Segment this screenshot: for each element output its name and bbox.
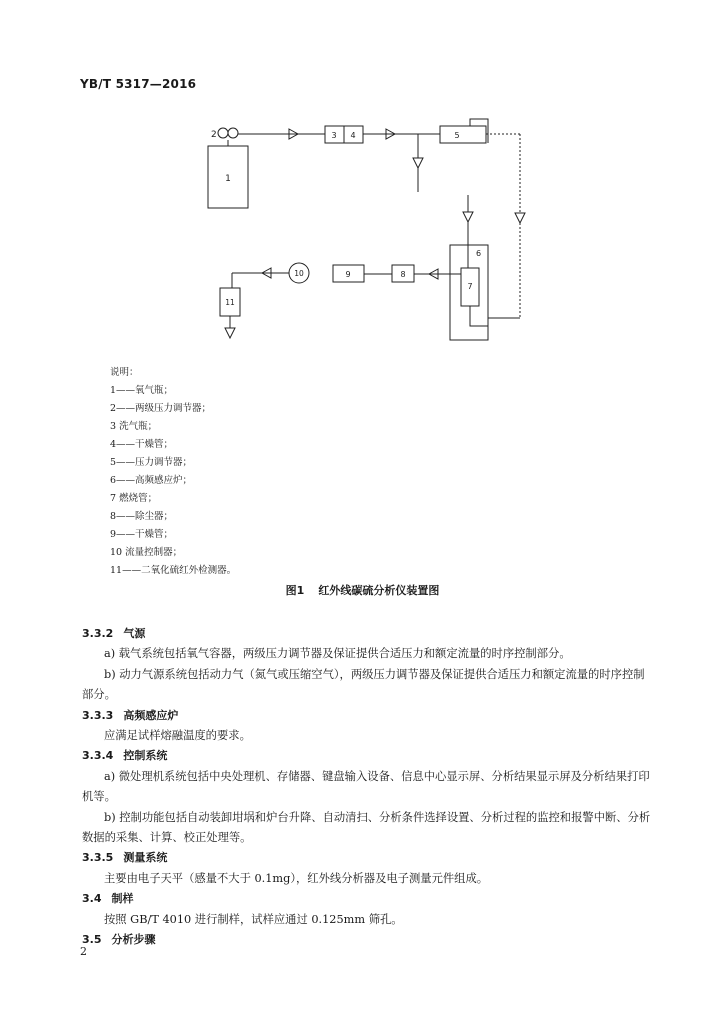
section-number: 3.5 xyxy=(82,933,102,947)
caption-title: 红外线碳硫分析仪装置图 xyxy=(318,584,440,597)
label-5: 5 xyxy=(454,131,460,140)
legend-item: 5——压力调节器； xyxy=(110,457,193,468)
section-heading-3-5 xyxy=(82,930,654,950)
legend-item: 7 燃烧管； xyxy=(110,493,158,504)
section-number: 3.4 xyxy=(82,892,102,906)
paragraph: 应满足试样熔融温度的要求。 xyxy=(104,729,251,743)
legend-item: 8——除尘器； xyxy=(110,511,174,522)
legend-item: 6——高频感应炉； xyxy=(110,475,193,486)
section-title: 气源 xyxy=(123,627,146,640)
section-title: 制样 xyxy=(111,892,134,906)
body-text xyxy=(82,624,654,951)
section-heading-3-3-2 xyxy=(82,624,654,644)
section-number: 3.3.3 xyxy=(82,708,114,722)
regulator-2-right xyxy=(228,128,238,138)
section-title: 高频感应炉 xyxy=(123,708,179,722)
legend-item: 1——氧气瓶； xyxy=(110,385,174,396)
section-title: 控制系统 xyxy=(123,749,168,763)
legend-item: 2——两级压力调节器； xyxy=(110,403,212,414)
legend-title: 说明： xyxy=(110,367,139,378)
standard-code: YB/T 5317—2016 xyxy=(80,77,197,91)
figure-caption xyxy=(0,582,725,598)
legend-item: 9——干燥管； xyxy=(110,529,174,540)
regulator-2-left xyxy=(218,128,228,138)
section-title: 分析步骤 xyxy=(111,933,156,947)
label-9: 9 xyxy=(345,270,351,279)
legend-item: 11——二氧化硫红外检测器。 xyxy=(110,565,237,576)
label-6: 6 xyxy=(476,249,482,258)
caption-number: 图1 xyxy=(285,584,305,597)
legend-item: 4——干燥管； xyxy=(110,439,174,450)
section-heading-3-3-3 xyxy=(82,706,654,726)
paragraph: a) 微处理机系统包括中央处理机、存储器、键盘输入设备、信息中心显示屏、分析结果显示屏及分析结果打印机等。 xyxy=(82,769,650,804)
paragraph: 按照 GB/T 4010 进行制样，试样应通过 0.125mm 筛孔。 xyxy=(104,912,403,926)
section-number: 3.3.4 xyxy=(82,749,114,763)
section-heading-3-4 xyxy=(82,889,654,909)
label-11: 11 xyxy=(225,298,235,307)
paragraph: b) 动力气源系统包括动力气（氮气或压缩空气），两级压力调节器及保证提供合适压力和额定流量的时序控制部分。 xyxy=(82,667,645,702)
pressure-regulator-5 xyxy=(440,126,486,143)
section-heading-3-3-5 xyxy=(82,848,654,868)
label-3: 3 xyxy=(331,131,337,140)
legend-item: 10 流量控制器； xyxy=(110,547,183,558)
section-number: 3.3.5 xyxy=(82,851,114,865)
label-7: 7 xyxy=(467,282,473,291)
section-title: 测量系统 xyxy=(123,851,168,865)
label-10: 10 xyxy=(294,269,304,278)
section-number: 3.3.2 xyxy=(82,627,114,640)
label-4: 4 xyxy=(350,131,356,140)
label-8: 8 xyxy=(400,270,406,279)
legend-item: 3 洗气瓶； xyxy=(110,421,158,432)
label-1: 1 xyxy=(225,174,231,184)
paragraph: 主要由电子天平（感量不大于 0.1mg），红外线分析器及电子测量元件组成。 xyxy=(104,871,489,885)
section-heading-3-3-4 xyxy=(82,746,654,766)
paragraph: a) 载气系统包括氧气容器，两级压力调节器及保证提供合适压力和额定流量的时序控制部分。 xyxy=(104,647,571,661)
page-number: 2 xyxy=(80,945,87,958)
apparatus-diagram xyxy=(0,0,725,360)
paragraph: b) 控制功能包括自动装卸坩埚和炉台升降、自动清扫、分析条件选择设置、分析过程的监控和报警中断、分析数据的采集、计算、校正处理等。 xyxy=(82,810,651,845)
label-2: 2 xyxy=(211,130,217,140)
figure-legend xyxy=(110,364,236,580)
